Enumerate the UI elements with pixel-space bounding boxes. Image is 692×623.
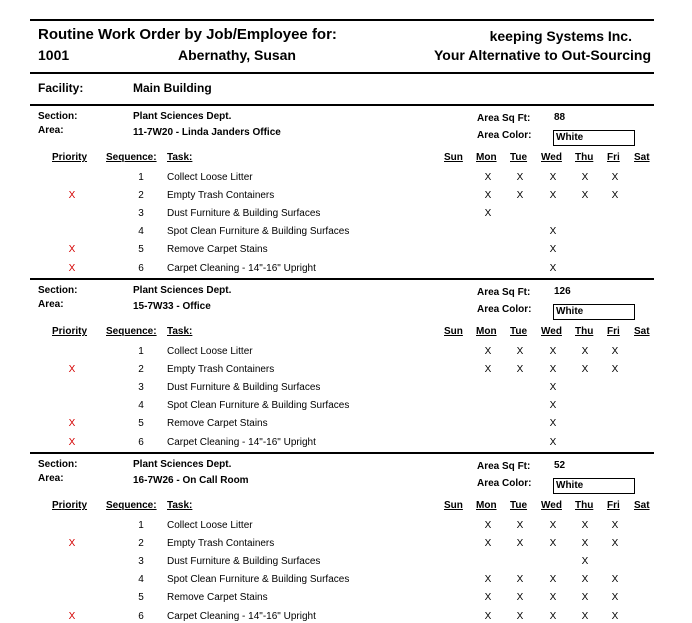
task-name: Dust Furniture & Building Surfaces bbox=[167, 556, 321, 568]
task-row bbox=[0, 518, 692, 536]
day-mark-thu: X bbox=[581, 556, 589, 568]
section-divider bbox=[30, 104, 654, 106]
sequence-number: 3 bbox=[138, 382, 144, 394]
section-value: Plant Sciences Dept. bbox=[133, 111, 232, 122]
day-header-sat: Sat bbox=[634, 152, 650, 163]
day-mark-wed: X bbox=[549, 244, 557, 256]
day-header-tue: Tue bbox=[510, 152, 528, 163]
task-name: Carpet Cleaning - 14"-16" Upright bbox=[167, 610, 316, 622]
sequence-number: 3 bbox=[138, 208, 144, 220]
task-header: Task: bbox=[167, 326, 193, 337]
sequence-number: 1 bbox=[138, 520, 144, 531]
section-value: Plant Sciences Dept. bbox=[133, 459, 232, 470]
day-mark-wed: X bbox=[549, 190, 557, 202]
task-name: Remove Carpet Stains bbox=[167, 244, 268, 256]
area-label: Area: bbox=[38, 125, 64, 136]
priority-header: Priority bbox=[52, 500, 88, 511]
day-mark-wed: X bbox=[549, 418, 557, 430]
employee-name: Abernathy, Susan bbox=[178, 47, 296, 63]
day-mark-tue: X bbox=[516, 610, 524, 622]
section-label: Section: bbox=[38, 285, 78, 296]
sequence-header: Sequence: bbox=[106, 326, 157, 337]
day-header-thu: Thu bbox=[575, 326, 594, 337]
day-header-sat: Sat bbox=[634, 500, 650, 511]
section-divider bbox=[30, 452, 654, 454]
area-color-value: White bbox=[553, 304, 635, 320]
day-header-sun: Sun bbox=[444, 152, 463, 163]
sequence-number: 6 bbox=[138, 436, 144, 448]
area-color-label: Area Color: bbox=[477, 478, 532, 489]
day-mark-wed: X bbox=[549, 400, 557, 412]
task-name: Spot Clean Furniture & Building Surfaces bbox=[167, 226, 350, 238]
day-mark-thu: X bbox=[581, 190, 589, 202]
day-mark-thu: X bbox=[581, 346, 589, 357]
day-mark-mon: X bbox=[484, 610, 492, 622]
day-mark-tue: X bbox=[516, 346, 524, 357]
day-header-fri: Fri bbox=[607, 500, 620, 511]
day-mark-mon: X bbox=[484, 364, 492, 376]
sequence-number: 5 bbox=[138, 418, 144, 430]
task-row bbox=[0, 188, 692, 206]
day-mark-mon: X bbox=[484, 172, 492, 183]
day-mark-tue: X bbox=[516, 538, 524, 550]
day-header-thu: Thu bbox=[575, 152, 594, 163]
task-name: Empty Trash Containers bbox=[167, 538, 275, 550]
task-name: Collect Loose Litter bbox=[167, 346, 253, 357]
task-row bbox=[0, 572, 692, 590]
task-name: Remove Carpet Stains bbox=[167, 418, 268, 430]
task-name: Collect Loose Litter bbox=[167, 172, 253, 183]
sequence-number: 6 bbox=[138, 262, 144, 274]
day-header-mon: Mon bbox=[476, 152, 497, 163]
area-label: Area: bbox=[38, 299, 64, 310]
sequence-number: 1 bbox=[138, 172, 144, 183]
top-rule bbox=[30, 19, 654, 21]
day-mark-tue: X bbox=[516, 574, 524, 586]
task-name: Carpet Cleaning - 14"-16" Upright bbox=[167, 262, 316, 274]
sequence-number: 2 bbox=[138, 538, 144, 550]
task-header: Task: bbox=[167, 500, 193, 511]
task-row bbox=[0, 380, 692, 398]
day-mark-mon: X bbox=[484, 190, 492, 202]
day-mark-thu: X bbox=[581, 574, 589, 586]
sequence-number: 4 bbox=[138, 226, 144, 238]
day-mark-mon: X bbox=[484, 592, 492, 604]
priority-mark: X bbox=[68, 610, 76, 622]
day-mark-wed: X bbox=[549, 610, 557, 622]
sequence-number: 4 bbox=[138, 400, 144, 412]
area-sqft-value: 52 bbox=[554, 460, 566, 471]
day-mark-wed: X bbox=[549, 346, 557, 357]
task-name: Dust Furniture & Building Surfaces bbox=[167, 382, 321, 394]
area-sqft-label: Area Sq Ft: bbox=[477, 461, 531, 472]
task-row bbox=[0, 170, 692, 188]
day-mark-thu: X bbox=[581, 592, 589, 604]
area-sqft-label: Area Sq Ft: bbox=[477, 113, 531, 124]
priority-mark: X bbox=[68, 436, 76, 448]
day-mark-mon: X bbox=[484, 208, 492, 220]
day-mark-thu: X bbox=[581, 364, 589, 376]
priority-header: Priority bbox=[52, 152, 88, 163]
task-row bbox=[0, 416, 692, 434]
task-name: Dust Furniture & Building Surfaces bbox=[167, 208, 321, 220]
section-label: Section: bbox=[38, 111, 78, 122]
task-name: Carpet Cleaning - 14"-16" Upright bbox=[167, 436, 316, 448]
sequence-header: Sequence: bbox=[106, 152, 157, 163]
task-row bbox=[0, 242, 692, 260]
company-tagline: Your Alternative to Out-Sourcing bbox=[433, 47, 651, 63]
day-header-mon: Mon bbox=[476, 326, 497, 337]
day-mark-tue: X bbox=[516, 190, 524, 202]
day-mark-fri: X bbox=[611, 346, 619, 357]
sequence-number: 2 bbox=[138, 364, 144, 376]
area-color-value: White bbox=[553, 130, 635, 146]
task-name: Collect Loose Litter bbox=[167, 520, 253, 531]
task-name: Spot Clean Furniture & Building Surfaces bbox=[167, 400, 350, 412]
task-row bbox=[0, 362, 692, 380]
task-row bbox=[0, 206, 692, 224]
day-mark-tue: X bbox=[516, 364, 524, 376]
task-row bbox=[0, 435, 692, 453]
section-label: Section: bbox=[38, 459, 78, 470]
day-header-tue: Tue bbox=[510, 326, 528, 337]
day-mark-fri: X bbox=[611, 520, 619, 531]
priority-mark: X bbox=[68, 262, 76, 274]
sequence-number: 6 bbox=[138, 610, 144, 622]
task-row bbox=[0, 261, 692, 279]
task-row bbox=[0, 344, 692, 362]
day-mark-mon: X bbox=[484, 520, 492, 531]
area-color-label: Area Color: bbox=[477, 130, 532, 141]
sequence-number: 2 bbox=[138, 190, 144, 202]
section-block bbox=[0, 284, 692, 458]
priority-mark: X bbox=[68, 244, 76, 256]
area-sqft-label: Area Sq Ft: bbox=[477, 287, 531, 298]
company-name: keeping Systems Inc. bbox=[489, 28, 632, 44]
area-value: 15-7W33 - Office bbox=[133, 301, 211, 312]
section-block bbox=[0, 458, 692, 623]
day-mark-fri: X bbox=[611, 172, 619, 183]
facility-label: Facility: bbox=[38, 81, 84, 95]
day-mark-tue: X bbox=[516, 172, 524, 183]
day-header-fri: Fri bbox=[607, 152, 620, 163]
day-header-wed: Wed bbox=[541, 152, 562, 163]
day-mark-mon: X bbox=[484, 574, 492, 586]
header-divider bbox=[30, 72, 654, 74]
day-mark-fri: X bbox=[611, 538, 619, 550]
day-mark-fri: X bbox=[611, 610, 619, 622]
task-name: Remove Carpet Stains bbox=[167, 592, 268, 604]
sequence-header: Sequence: bbox=[106, 500, 157, 511]
day-mark-thu: X bbox=[581, 172, 589, 183]
day-mark-wed: X bbox=[549, 574, 557, 586]
section-value: Plant Sciences Dept. bbox=[133, 285, 232, 296]
priority-mark: X bbox=[68, 418, 76, 430]
sequence-number: 5 bbox=[138, 592, 144, 604]
area-sqft-value: 88 bbox=[554, 112, 566, 123]
area-value: 16-7W26 - On Call Room bbox=[133, 475, 249, 486]
day-header-sun: Sun bbox=[444, 326, 463, 337]
day-mark-wed: X bbox=[549, 262, 557, 274]
day-mark-wed: X bbox=[549, 364, 557, 376]
day-mark-fri: X bbox=[611, 364, 619, 376]
task-row bbox=[0, 224, 692, 242]
priority-header: Priority bbox=[52, 326, 88, 337]
task-row bbox=[0, 590, 692, 608]
area-sqft-value: 126 bbox=[554, 286, 571, 297]
task-row bbox=[0, 536, 692, 554]
day-mark-mon: X bbox=[484, 538, 492, 550]
report-title: Routine Work Order by Job/Employee for: bbox=[38, 26, 337, 43]
day-header-mon: Mon bbox=[476, 500, 497, 511]
day-header-wed: Wed bbox=[541, 326, 562, 337]
day-mark-thu: X bbox=[581, 610, 589, 622]
sequence-number: 1 bbox=[138, 346, 144, 357]
day-mark-wed: X bbox=[549, 382, 557, 394]
sequence-number: 3 bbox=[138, 556, 144, 568]
day-mark-thu: X bbox=[581, 538, 589, 550]
day-mark-mon: X bbox=[484, 346, 492, 357]
area-color-label: Area Color: bbox=[477, 304, 532, 315]
day-header-fri: Fri bbox=[607, 326, 620, 337]
area-color-value: White bbox=[553, 478, 635, 494]
task-name: Spot Clean Furniture & Building Surfaces bbox=[167, 574, 350, 586]
day-mark-tue: X bbox=[516, 592, 524, 604]
priority-mark: X bbox=[68, 190, 76, 202]
day-mark-wed: X bbox=[549, 436, 557, 448]
section-block bbox=[0, 110, 692, 284]
day-header-thu: Thu bbox=[575, 500, 594, 511]
task-row bbox=[0, 609, 692, 623]
day-mark-wed: X bbox=[549, 226, 557, 238]
sequence-number: 4 bbox=[138, 574, 144, 586]
day-mark-wed: X bbox=[549, 538, 557, 550]
day-header-sat: Sat bbox=[634, 326, 650, 337]
area-value: 11-7W20 - Linda Janders Office bbox=[133, 127, 281, 138]
facility-value: Main Building bbox=[133, 81, 212, 95]
day-mark-fri: X bbox=[611, 574, 619, 586]
day-mark-wed: X bbox=[549, 520, 557, 531]
day-mark-fri: X bbox=[611, 592, 619, 604]
task-row bbox=[0, 398, 692, 416]
day-header-tue: Tue bbox=[510, 500, 528, 511]
task-name: Empty Trash Containers bbox=[167, 190, 275, 202]
sequence-number: 5 bbox=[138, 244, 144, 256]
section-divider bbox=[30, 278, 654, 280]
area-label: Area: bbox=[38, 473, 64, 484]
priority-mark: X bbox=[68, 538, 76, 550]
day-header-wed: Wed bbox=[541, 500, 562, 511]
employee-id: 1001 bbox=[38, 47, 70, 63]
day-mark-tue: X bbox=[516, 520, 524, 531]
task-name: Empty Trash Containers bbox=[167, 364, 275, 376]
task-row bbox=[0, 554, 692, 572]
priority-mark: X bbox=[68, 364, 76, 376]
day-mark-wed: X bbox=[549, 592, 557, 604]
day-mark-fri: X bbox=[611, 190, 619, 202]
task-header: Task: bbox=[167, 152, 193, 163]
day-mark-thu: X bbox=[581, 520, 589, 531]
day-mark-wed: X bbox=[549, 172, 557, 183]
day-header-sun: Sun bbox=[444, 500, 463, 511]
